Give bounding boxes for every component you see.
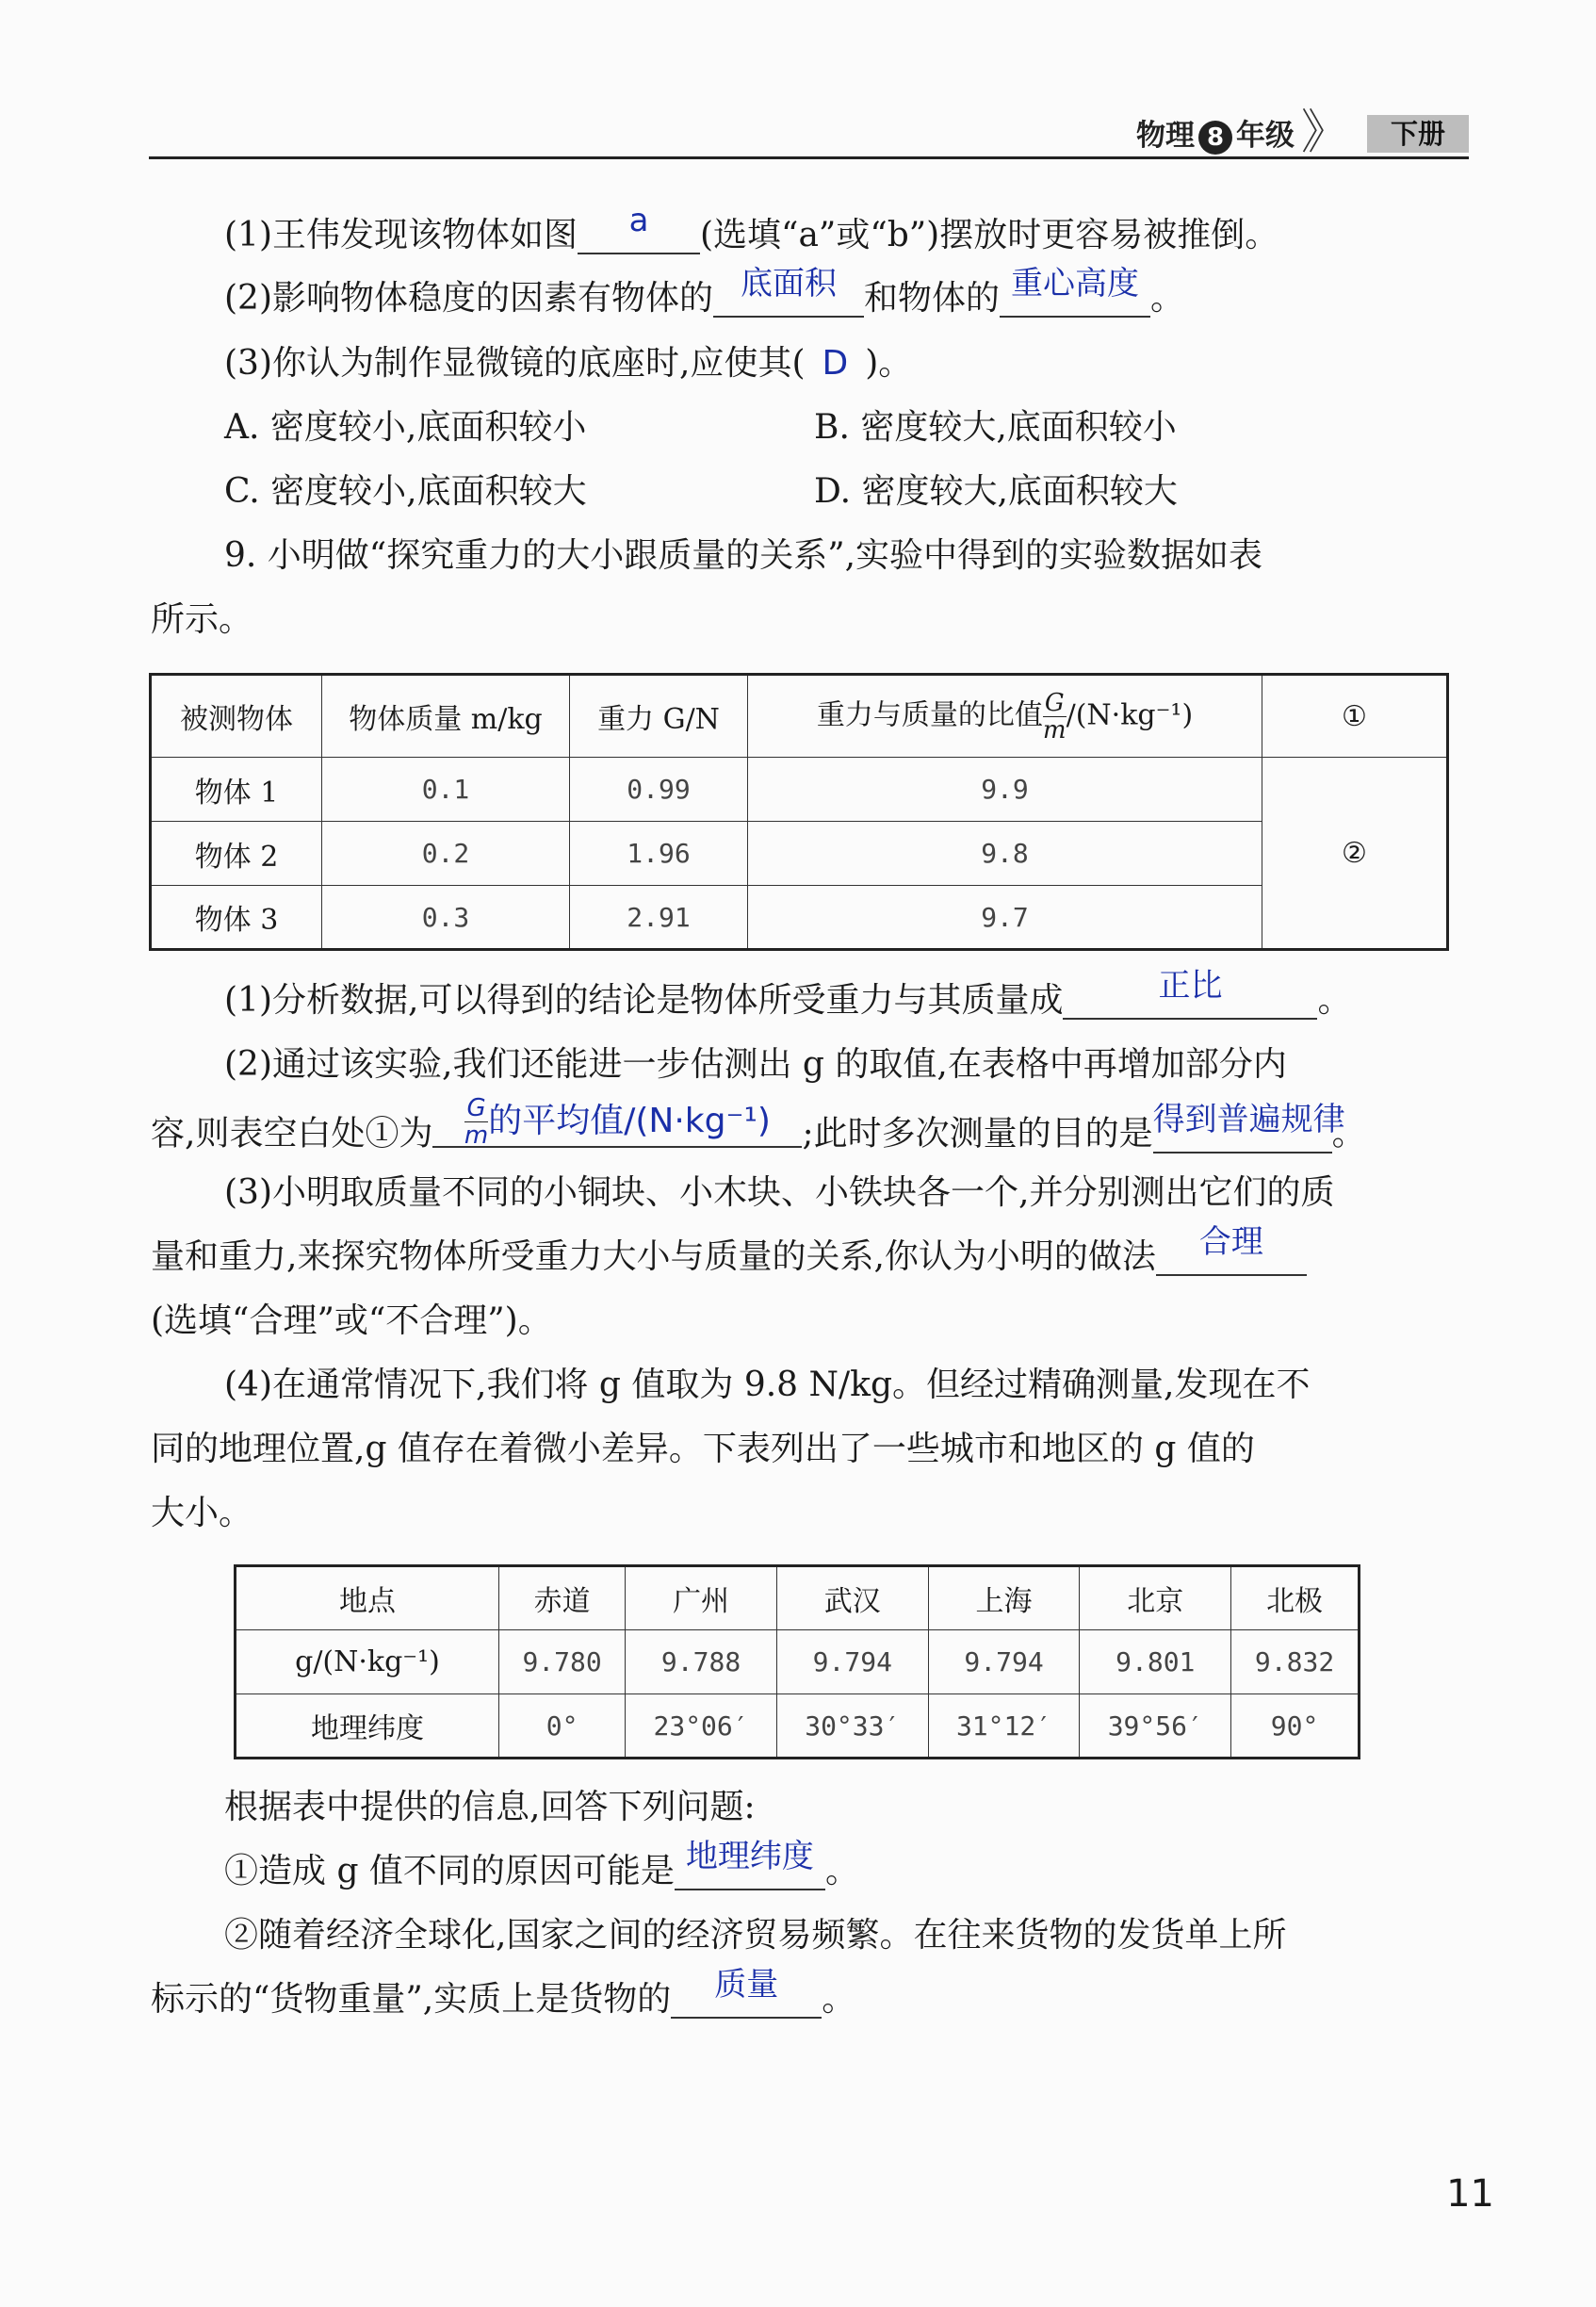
table-row: 物体 2 0.2 1.96 9.8 [151,822,1448,886]
after-table-text: 根据表中提供的信息,回答下列问题: [224,1788,756,1826]
option-c: C. 密度较小,底面积较大 [224,472,587,511]
option-d: D. 密度较大,底面积较大 [814,472,1178,511]
answer-blank: 得到普遍规律 [1153,1114,1332,1154]
answer-blank: 合理 [1156,1236,1307,1276]
q9-part4-line1: (4)在通常情况下,我们将 g 值取为 9.8 N/kg。但经过精确测量,发现在不 [224,1366,1311,1404]
table-header-row: 地点 赤道 广州 武汉 上海 北京 北极 [236,1566,1360,1630]
q9-part4-line2: 同的地理位置,g 值存在着微小差异。下表列出了一些城市和地区的 g 值的 [151,1430,1255,1468]
answer-choice: D [822,344,849,383]
grade-badge: 8 [1198,121,1232,155]
gravity-table [234,1564,1360,1759]
double-chevron-icon: 》 [1301,105,1348,159]
table-header-row [151,675,1448,758]
table-row: 物体 1 0.1 0.99 9.9 ② [151,758,1448,822]
option-b: B. 密度较大,底面积较小 [814,408,1177,447]
table-row: g/(N·kg⁻¹) 9.780 9.788 9.794 9.794 9.801 9.832 [236,1630,1360,1694]
header-subject: 物理 [1136,119,1195,153]
q9-part2-line2: 容,则表空白处①为 $\frac{G}{m}$ 的平均值/(N·kg⁻¹) ;此时多次测量的目的是得到普遍规律。 [151,1094,1366,1154]
table-header-blank1: ① [1262,675,1448,758]
experiment-table [149,673,1449,951]
table-header: 被测物体 [151,675,322,758]
volume-tab: 下册 [1367,115,1469,153]
page-number: 11 [1446,2172,1494,2216]
answer-blank: 底面积 [713,278,864,318]
table-header: 物体质量 m/kg [322,675,570,758]
q8-part1: (1)王伟发现该物体如图 a (选填“a”或“b”)摆放时更容易被推倒。 [224,202,1279,254]
q9-c2-line2: 标示的“货物重量”,实质上是货物的 质量 。 [151,1966,856,2019]
header-grade: 年级 [1236,119,1295,153]
answer-blank: $\frac{G}{m}$ 的平均值/(N·kg⁻¹) [432,1108,802,1148]
option-a: A. 密度较小,底面积较小 [224,408,587,447]
q9-part3-line2: 量和重力,来探究物体所受重力大小与质量的关系,你认为小明的做法 合理 [151,1236,1307,1278]
q9-part4-line3: 大小。 [151,1494,253,1532]
answer-blank: 重心高度 [1000,278,1150,318]
q9-c2-line1: ②随着经济全球化,国家之间的经济贸易频繁。在往来货物的发货单上所 [224,1916,1287,1955]
table-cell-blank2: ② [1262,758,1448,950]
q8-part2: (2)影响物体稳度的因素有物体的 底面积 和物体的 重心高度 。 [224,265,1185,318]
table-row: 地理纬度 0° 23°06′ 30°33′ 31°12′ 39°56′ 90° [236,1694,1360,1759]
q9-stem-line1: 9. 小明做“探究重力的大小跟质量的关系”,实验中得到的实验数据如表 [224,536,1263,575]
table-header-ratio: 重力与质量的比值 $\frac{G}{m}$ /(N·kg⁻¹) [748,675,1262,758]
q9-part3-line1: (3)小明取质量不同的小铜块、小木块、小铁块各一个,并分别测出它们的质 [224,1173,1335,1212]
q8-part3: (3)你认为制作显微镜的底座时,应使其( D )。 [224,344,913,383]
q9-part1: (1)分析数据,可以得到的结论是物体所受重力与其质量成 正比 。 [224,967,1352,1020]
answer-blank: 地理纬度 [675,1851,825,1890]
header-title [1136,111,1295,155]
q9-c1: ①造成 g 值不同的原因可能是 地理纬度 。 [224,1838,859,1890]
q9-part2-line1: (2)通过该实验,我们还能进一步估测出 g 的取值,在表格中再增加部分内 [224,1045,1287,1084]
answer-blank: 正比 [1063,980,1317,1020]
table-row: 物体 3 0.3 2.91 9.7 [151,886,1448,950]
q9-stem-line2: 所示。 [151,600,253,639]
answer-blank: a [578,215,700,254]
q9-part3-line3: (选填“合理”或“不合理”)。 [151,1301,552,1340]
answer-blank: 质量 [671,1979,822,2019]
page-header [149,102,1469,159]
table-header: 重力 G/N [570,675,748,758]
